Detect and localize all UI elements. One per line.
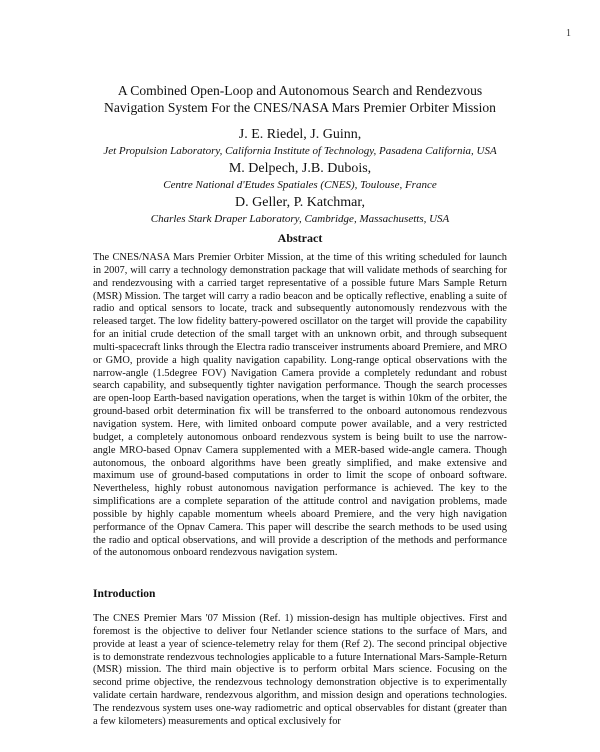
author-names-draper: D. Geller, P. Katchmar, xyxy=(235,195,365,210)
abstract-paragraph: The CNES/NASA Mars Premier Orbiter Mission, at the time of this writing scheduled for launch in 2007, will carry a technology demonstration package that will validate methods of searching for and rendezvousing with a carried target representative of a possible future Mars Sample Return (MSR) Mission. The target will carry a radio beacon and be optically reflective, enabling a suite of radio and optical sensors to locate, track and subsequently autonomously rendezvous with the released target. The low fidelity battery-powered oscillator on the target will provide the capability for an initial crude detection of the small target with an unknown orbit, and through subsequent multi-spacecraft links through the Electra radio transceiver instruments aboard Premiere, and MRO or GMO, provide a high quality navigation capability. Long-range optical observations with the narrow-angle (1.5degree FOV) Navigation Camera provide a completely redundant and robust search capability, and subsequently tighter navigation performance. Though the search processes are open-loop Earth-based navigation operations, when the target is within 10km of the orbiter, the ground-based orbit determination fix will be transferred to the onboard autonomous rendezvous navigation system. Here, with limited onboard compute power available, and a very restricted budget, a completely autonomous onboard rendezvous system is being built to use the narrow-angle MRO-based Opnav Camera supplemented with a MER-based wide-angle camera. Though autonomous, the onboard algorithms have been greatly simplified, and make extensive and maximum use of ground-based computations in order to limit the scope of onboard software. Nevertheless, highly robust autonomous navigation performance is achieved. The key to the simplifications are a complete separation of the attitude control and navigation problems, made possible by highly capable momentum wheels aboard Premiere, and the very high navigation performance of the Opnav Camera. This paper will describe the search methods to be used using the radio and optical observations, and will provide a description of the methods and performance of the autonomous onboard rendezvous navigation system. xyxy=(93,252,507,559)
introduction-body xyxy=(93,613,507,729)
abstract-body xyxy=(93,252,507,560)
page-mark: 1 xyxy=(566,28,571,39)
introduction-heading: Introduction xyxy=(93,588,156,600)
title-line-2: Navigation System For the CNES/NASA Mars Premier Orbiter Mission xyxy=(104,100,496,115)
abstract-heading: Abstract xyxy=(277,231,323,245)
introduction-paragraph: The CNES Premier Mars '07 Mission (Ref. 1) mission-design has multiple objectives. First and foremost is the objective to deliver four Netlander science stations to the surface of Mars, and provide at least a year of science-telemetry relay for them (Ref 2). The second principal objective is to demonstrate rendezvous technologies applicable to a future International Mars-Sample-Return (MSR) mission. The third main objective is to perform orbital Mars science. Focusing on the second prime objective, the rendezvous technology demonstration objective is to experimentally validate certain hardware, rendezvous algorithm, and mission design and operations technologies. The rendezvous system uses one-way radiometric and optical observables for distant (greater than a few kilometers) measurements and optical exclusively for xyxy=(93,613,507,727)
paper-title xyxy=(60,82,540,116)
author-names-cnes: M. Delpech, J.B. Dubois, xyxy=(228,161,372,176)
affiliation-draper: Charles Stark Draper Laboratory, Cambridge, Massachusetts, USA xyxy=(150,213,450,225)
author-names-jpl: J. E. Riedel, J. Guinn, xyxy=(238,127,362,142)
author-block xyxy=(40,126,560,228)
title-line-1: A Combined Open-Loop and Autonomous Search and Rendezvous xyxy=(117,83,483,98)
affiliation-cnes: Centre National d'Etudes Spatiales (CNES), Toulouse, France xyxy=(163,179,437,191)
affiliation-jpl: Jet Propulsion Laboratory, California Institute of Technology, Pasadena California, USA xyxy=(103,145,497,157)
